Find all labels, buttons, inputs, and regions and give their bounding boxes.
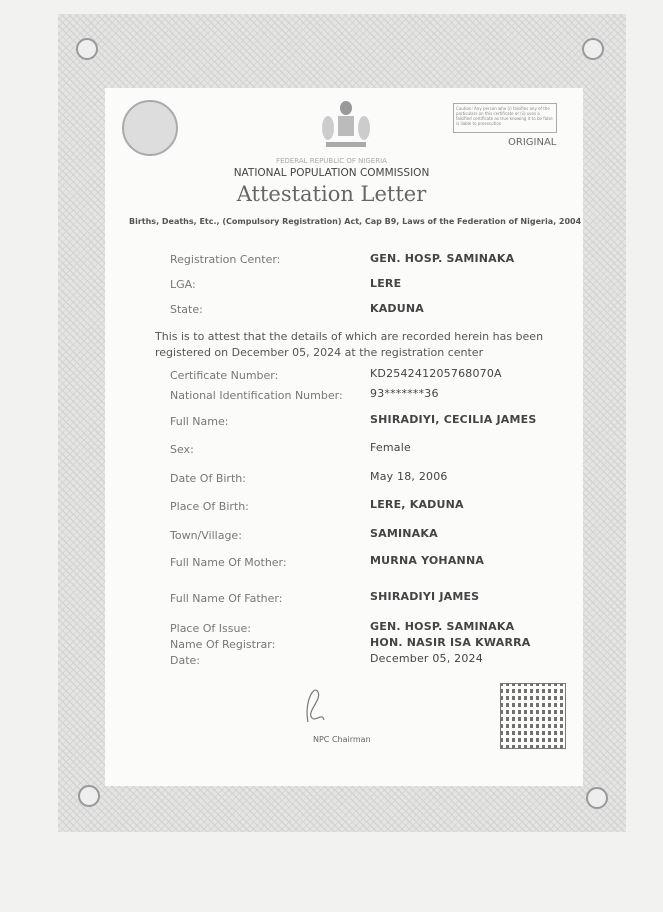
npc-seal-icon bbox=[122, 100, 178, 156]
original-stamp: ORIGINAL bbox=[508, 137, 557, 148]
signature-icon bbox=[300, 682, 330, 727]
attestation-text: registered on December 05, 2024 at the registration center bbox=[155, 346, 484, 359]
field-label: Registration Center: bbox=[170, 253, 281, 266]
nin: 93*******36 bbox=[370, 387, 439, 400]
field-label: Place Of Issue: bbox=[170, 622, 251, 635]
father-name: SHIRADIYI JAMES bbox=[370, 590, 480, 603]
field-label: LGA: bbox=[170, 278, 196, 291]
date-of-birth: May 18, 2006 bbox=[370, 470, 448, 483]
field-label: Date: bbox=[170, 654, 200, 667]
caution-box: Caution: Any person who (i) falsifies any of the particulars on this certificate or (ii) uses a falsified certificate as true knowing it to be false is liable to prosecution bbox=[453, 103, 557, 133]
sex: Female bbox=[370, 441, 411, 454]
registrar-name: HON. NASIR ISA KWARRA bbox=[370, 636, 531, 649]
field-label: Name Of Registrar: bbox=[170, 638, 276, 651]
field-label: Full Name Of Mother: bbox=[170, 556, 287, 569]
field-label: Date Of Birth: bbox=[170, 472, 246, 485]
corner-rosette-icon bbox=[582, 38, 604, 60]
attestation-text: This is to attest that the details of which are recorded herein has been bbox=[155, 330, 544, 343]
mother-name: MURNA YOHANNA bbox=[370, 554, 485, 567]
signatory-title: NPC Chairman bbox=[313, 735, 371, 744]
republic-heading: FEDERAL REPUBLIC OF NIGERIA bbox=[276, 157, 387, 165]
field-label: Sex: bbox=[170, 443, 194, 456]
place-of-issue: GEN. HOSP. SAMINAKA bbox=[370, 620, 515, 633]
coat-of-arms-icon bbox=[318, 98, 374, 150]
state: KADUNA bbox=[370, 302, 425, 315]
page-title: Attestation Letter bbox=[236, 182, 427, 206]
field-label: State: bbox=[170, 303, 203, 316]
registration-center: GEN. HOSP. SAMINAKA bbox=[370, 252, 515, 265]
issue-date: December 05, 2024 bbox=[370, 652, 483, 665]
field-label: National Identification Number: bbox=[170, 389, 343, 402]
full-name: SHIRADIYI, CECILIA JAMES bbox=[370, 413, 537, 426]
corner-rosette-icon bbox=[78, 785, 100, 807]
field-label: Town/Village: bbox=[170, 529, 242, 542]
qr-code-frame bbox=[500, 683, 566, 749]
lga: LERE bbox=[370, 277, 402, 290]
field-label: Place Of Birth: bbox=[170, 500, 249, 513]
field-label: Full Name: bbox=[170, 415, 229, 428]
place-of-birth: LERE, KADUNA bbox=[370, 498, 464, 511]
corner-rosette-icon bbox=[586, 787, 608, 809]
town-village: SAMINAKA bbox=[370, 527, 438, 540]
field-label: Full Name Of Father: bbox=[170, 592, 283, 605]
field-label: Certificate Number: bbox=[170, 369, 279, 382]
corner-rosette-icon bbox=[76, 38, 98, 60]
commission-heading: NATIONAL POPULATION COMMISSION bbox=[233, 167, 430, 179]
certificate-number: KD254241205768070A bbox=[370, 367, 502, 380]
act-reference: Births, Deaths, Etc., (Compulsory Registration) Act, Cap B9, Laws of the Federation of Nigeria, 2004 bbox=[129, 217, 582, 226]
